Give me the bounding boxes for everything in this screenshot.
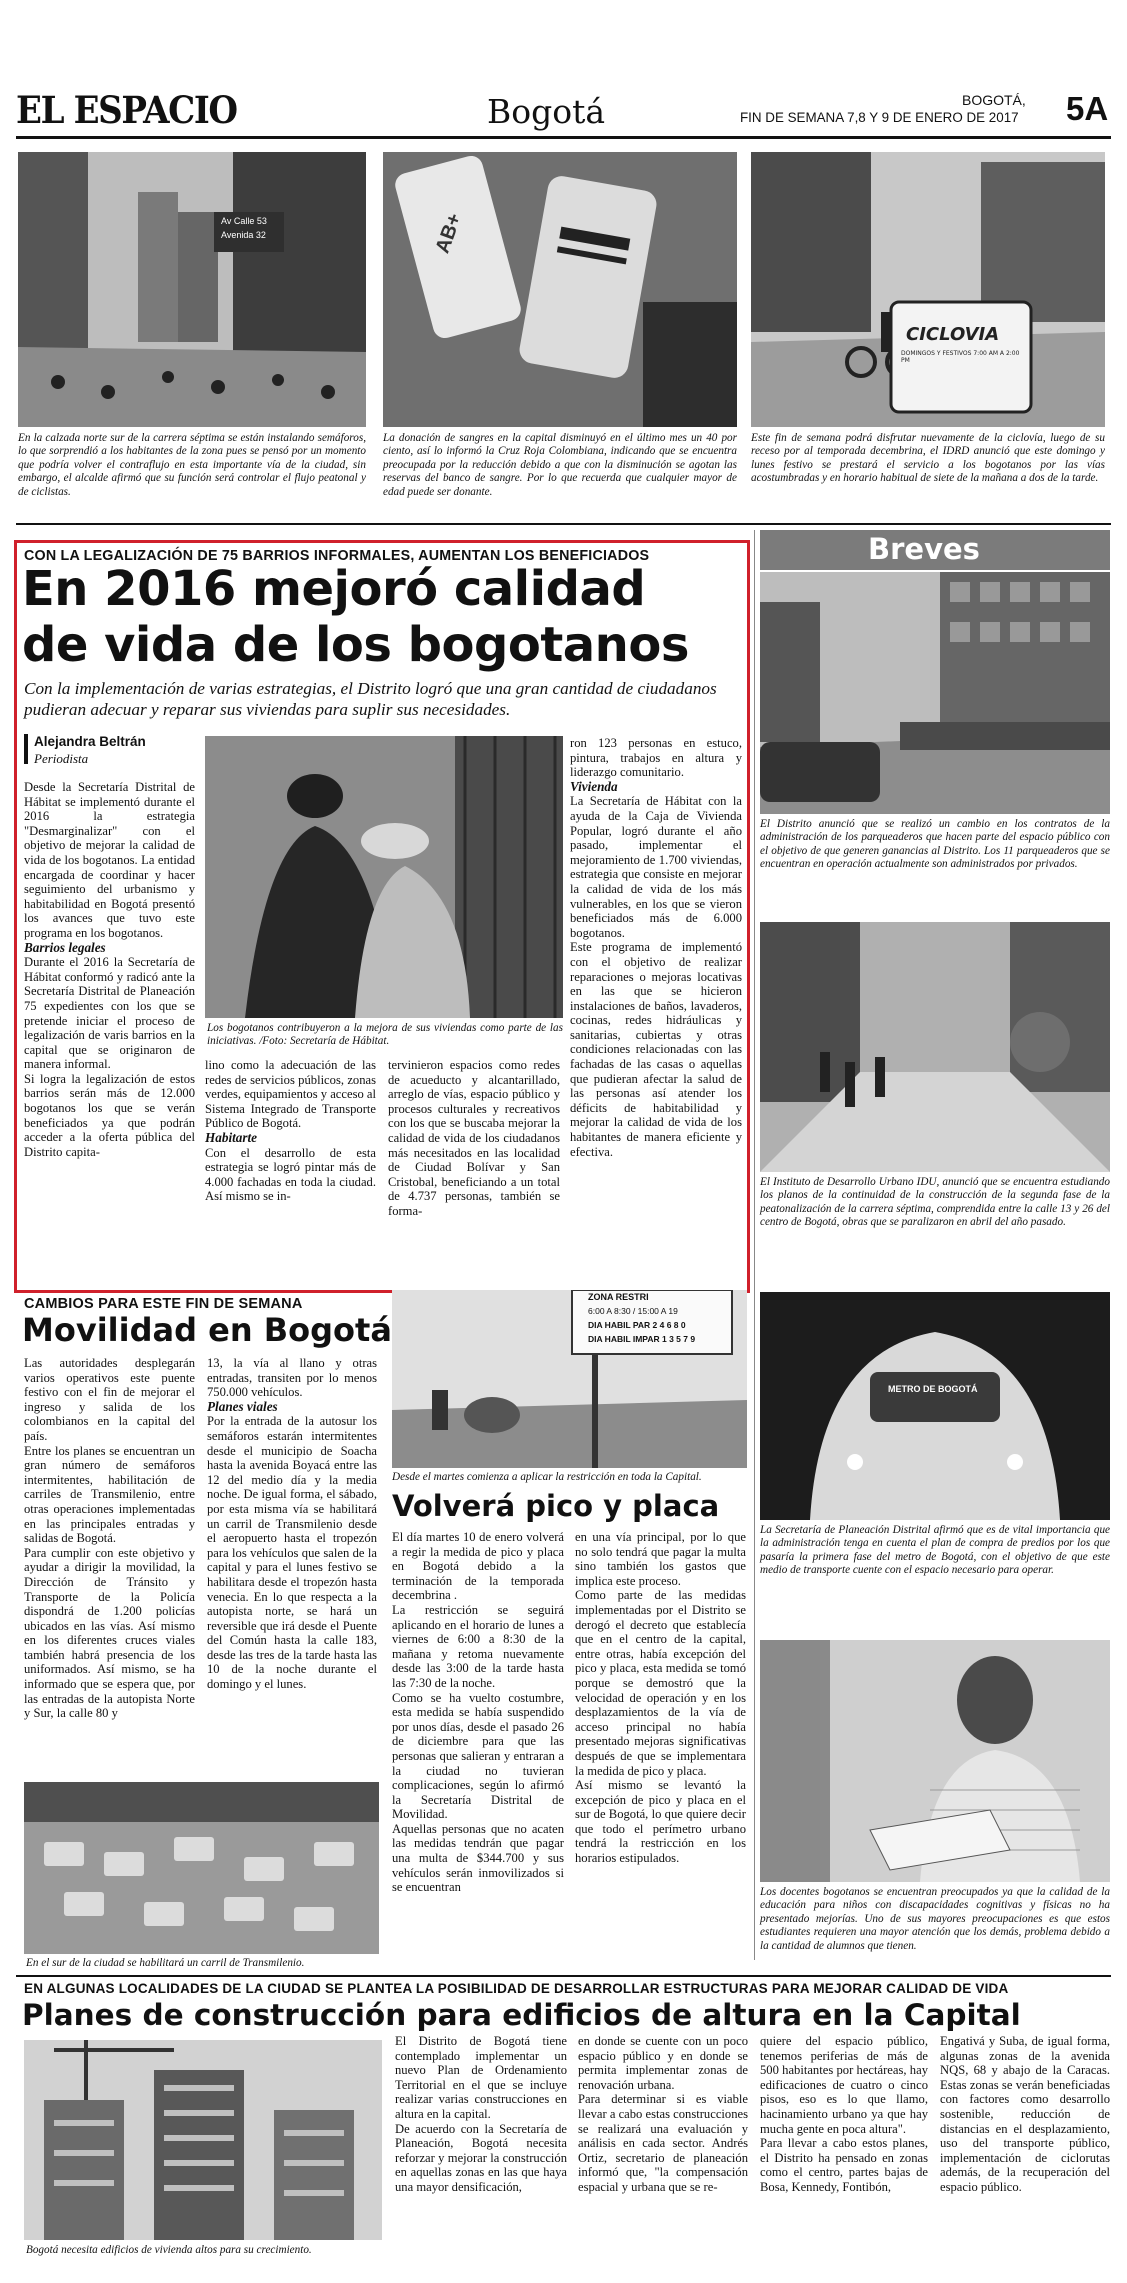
- movilidad-subhead: Planes viales: [207, 1398, 278, 1414]
- ciclovia-sign-sub: DOMINGOS Y FESTIVOS 7:00 AM A 2:00 PM: [901, 350, 1020, 364]
- lead-headline-2: de vida de los bogotanos: [22, 617, 689, 673]
- lead-col1b-paragraph: Durante el 2016 la Secretaría de Hábitat conformó y radicó ante la Secretaría Distrital de Planeación 75 expedientes con los que se pretende iniciar el proceso de legalización de varis barrios en la capital que se originaron de manera informal.: [24, 955, 195, 1072]
- breves-header: [760, 530, 1110, 570]
- caption-carrera-septima: En la calzada norte sur de la carrera séptima se están instalando semáforos, lo que sorprendió a los habitantes de la zona pues se pensó por un momento que podría volver el contraflujo en esta importante vía de la ciudad, sin embargo, el alcalde afirmó que su función será controlar el flujo peatonal y de ciclistas.: [18, 432, 366, 498]
- movilidad-col1c-paragraph: Para cumplir con este objetivo y ayudar a dirigir la movilidad, la Dirección de Tránsito y Transporte de la Policía dispondrá de 1.200 policías ubicados en las vías. Así mismo en los diferentes cruces viales también habrá presencia de los uniformados. Así mismo, se ha informado que se espera que, por las entradas de la autopista Norte y Sur, la calle 80 y: [24, 1545, 195, 1721]
- divider-bottom: [16, 1975, 1111, 1977]
- planes-kicker: EN ALGUNAS LOCALIDADES DE LA CIUDAD SE PLANTEA LA POSIBILIDAD DE DESARROLLAR ESTRUCTURAS PARA MEJORAR CALIDAD DE VIDA: [24, 1981, 1009, 1996]
- planes-column-4: [940, 2034, 1110, 2195]
- masthead-rule: [16, 136, 1111, 139]
- lead-col2b-paragraph: Con el desarrollo de esta estrategia se logró pintar más de 4.000 fachadas en toda la ciudad. Así mismo se in-: [205, 1145, 376, 1204]
- author-role: Periodista: [34, 751, 89, 766]
- planes-column-1: [395, 2034, 567, 2195]
- pico-col1c-paragraph: Como se ha vuelto costumbre, esta medida se había suspendido por unos días, desde el pasado 26 de diciembre para que las personas que salieran y entraran a la ciudad no tuvieran complicaciones, según lo afirmó la Secretaría Distrital de Movilidad.: [392, 1690, 564, 1822]
- planes-column-2: [578, 2034, 748, 2195]
- pico-sign-time: 6:00 A 8:30 / 15:00 A 19: [588, 1306, 678, 1316]
- caption-edificios: Bogotá necesita edificios de vivienda altos para su crecimiento.: [26, 2244, 312, 2256]
- photo-pico-placa: [392, 1290, 747, 1468]
- page-number: 5A: [1066, 90, 1109, 127]
- lead-col1-paragraph: Desde la Secretaría Distrital de Hábitat se implementó durante el 2016 la estrategia "Desmarginalizar" con el objetivo de mejorar la calidad de vida de los bogotanos. La entidad encargada de coordinar y hacer seguimiento del urbanismo y habitabilidad en Bogotá presentó los avances que tuvo este programa en los bogotanos.: [24, 780, 195, 940]
- photo-edificios: [24, 2040, 382, 2240]
- planes-col1b-paragraph: De acuerdo con la Secretaría de Planeación, Bogotá necesita reforzar y mejorar la construcción en aquellas zonas en las que haya una mayor densificación,: [395, 2121, 567, 2194]
- author-bar: [24, 734, 28, 764]
- photo-carrera-septima: [18, 152, 366, 427]
- caption-metro: La Secretaría de Planeación Distrital afirmó que es de vital importancia que la administración tenga en cuenta el plan de compra de predios por los que pasaría la primera fase del metro de Bogotá, con el objetivo de que este medio de transporte cuente con el espacio necesario para operar.: [760, 1524, 1110, 1577]
- lead-col4a-paragraph: ron 123 personas en estuco, pintura, trabajos en altura y liderazgo comunitario.: [570, 736, 742, 780]
- caption-peatonalizacion: El Instituto de Desarrollo Urbano IDU, anunció que se encuentra estudiando los planos de la continuidad de la construcción de la segunda fase de la peatonalización de la carrera séptima, comprendida entre la calle 13 y 26 del centro de Bogotá, obras que se paralizaron en abril del año pasado.: [760, 1176, 1110, 1229]
- planes-col4-paragraph: Engativá y Suba, de igual forma, algunas zonas de la avenida NQS, 68 y abajo de la Caracas. Estas zonas se verán beneficiadas con factores como desarrollo sostenible, reducción de distancias en el desplazamiento, uso del transporte público, implementación de ciclorutas además, de la recuperación del espacio público.: [940, 2034, 1110, 2194]
- pico-col1-paragraph: El día martes 10 de enero volverá a regir la medida de pico y placa en Bogotá debido a la terminación de la temporada decembrina .: [392, 1530, 564, 1603]
- photo-blood-donation: [383, 152, 737, 427]
- lead-col2-paragraph: lino como la adecuación de las redes de servicios públicos, zonas verdes, equipamientos y acceso al Sistema Integrado de Transporte Público de Bogotá.: [205, 1058, 376, 1131]
- planes-col3-paragraph: quiere del espacio público, tenemos periferias de más de 500 habitantes por hectáreas, hay edificaciones de cuatro o cinco pisos, eso es lo que llamo, hacinamiento urbano ya que hay mucha gente en poca altura".: [760, 2034, 928, 2136]
- planes-col3b-paragraph: Para llevar a cabo estos planes, el Distrito ha pensado en zonas como el centro, partes bajas de Bosa, Kennedy, Fontibón,: [760, 2136, 928, 2194]
- planes-col2b-paragraph: Para determinar si es viable llevar a cabo estas construcciones se realizará una evaluación y análisis en cada sector. Andrés Ortiz, secretario de planeación informó que, "la compensación espacial y urbana que se re-: [578, 2092, 748, 2194]
- caption-pico-placa: Desde el martes comienza a aplicar la restricción en toda la Capital.: [392, 1471, 702, 1483]
- lead-column-2: [205, 1058, 376, 1204]
- pico-col1d-paragraph: Aquellas personas que no acaten las medidas tendrán que pagar una multa de $344.700 y sus vehículos serán inmovilizados si se encuentran: [392, 1821, 564, 1895]
- photo-docentes: [760, 1640, 1110, 1882]
- pico-column-2: [575, 1530, 746, 1866]
- lead-headline-1: En 2016 mejoró calidad: [22, 561, 646, 617]
- lead-col1c-paragraph: Si logra la legalización de estos barrios serán más de 12.000 bogotanos los que se verán beneficiados ya que podrán acceder a la oferta pública del Distrito capita-: [24, 1071, 195, 1159]
- lead-col4-paragraph: La Secretaría de Hábitat con la ayuda de la Caja de Vivienda Popular, logró durante el año pasado, implementar el mejoramiento de 1.700 viviendas, estrategia que consiste en mejorar la calidad de vida de los más vulnerables, en los que se vieron beneficiados más de 6.000 bogotanos.: [570, 794, 742, 940]
- caption-docentes: Los docentes bogotanos se encuentran preocupados ya que la calidad de la educación para niños con discapacidades cognitivas y físicas no ha presentado mejorías. Uno de sus mayores preocupaciones es que estos estudiantes requieren una mayor atención que los demás, problema debido a la cantidad de alumnos que tienen.: [760, 1886, 1110, 1952]
- movilidad-col2b-paragraph: Por la entrada de la autosur los semáforos estarán intermitentes desde el municipio de Soacha hasta la avenida Boyacá entre las 12 del medio día y la media noche. De igual forma, el sábado, por esta misma vía se habilitará un carril de Transmilenio desde el aeropuerto hasta el tropezón para los vehículos que salen de la capital y para el lunes festivo se habilitara desde el tropezón hasta venecia. En lo que respecta a la autopista norte, se hará un reversible que irá desde el Puente del Común hasta la calle 183, desde las tres de la tarde hasta las 10 de la noche durante el domingo y el lunes.: [207, 1414, 377, 1692]
- caption-blood-donation: La donación de sangres en la capital disminuyó en el último mes un 40 por ciento, así lo informó la Cruz Roja Colombiana, indicando que se encuentra preocupada por la reducción debido a que con la disminución se agotan las reservas del banco de sangre. Por lo que recuerda que cualquier mayor de edad puede ser donante.: [383, 432, 737, 498]
- ciclovia-sign: CICLOVIA: [906, 324, 1000, 345]
- pico-col2b-paragraph: Como parte de las medidas implementadas por el Distrito se derogó el decreto que establecía que en el centro de la capital, entre otras, había excepción del pico y placa, esta medida se tomó porque se demostró que la velocidad de operación y en los desplazamientos de la vía de acceso principal no había presentado mejoras significativas después de que se implementara la medida de pico y placa.: [575, 1588, 746, 1778]
- divider-breves: [754, 530, 755, 1960]
- pico-col2c-paragraph: Así mismo se levantó la excepción de pico y placa en el sur de Bogotá, lo que quiere decir que todo el perímetro urbano tendrá la restricción en los horarios estipulados.: [575, 1778, 746, 1866]
- lead-subhead-habitarte: Habitarte: [205, 1129, 258, 1145]
- caption-ciclovia: Este fin de semana podrá disfrutar nuevamente de la ciclovía, luego de su receso por al temporada decembrina, el IDRD anunció que este domingo y lunes festivo se prestará el servicio a los bogotanos por las vías acostumbradas y en horario habitual de siete de la mañana a dos de la tarde.: [751, 432, 1105, 485]
- breves-title: Breves: [868, 532, 980, 566]
- caption-transmilenio: En el sur de la ciudad se habilitará un carril de Transmilenio.: [26, 1957, 305, 1969]
- metro-sign: METRO DE BOGOTÁ: [888, 1384, 978, 1394]
- lead-subhead-barrios: Barrios legales: [24, 939, 106, 955]
- movilidad-col2-paragraph: 13, la vía al llano y otras entradas, transiten por lo menos 750.000 vehículos.: [207, 1356, 377, 1400]
- masthead: [0, 0, 1127, 140]
- movilidad-col1b-paragraph: Entre los planes se encuentran un gran número de semáforos intermitentes, habilitación de carriles de Transmilenio, entre otras operaciones implementadas en las principales entradas y salidas de Bogotá.: [24, 1443, 195, 1546]
- movilidad-column-1: [24, 1356, 195, 1721]
- edition-city: BOGOTÁ,: [962, 92, 1026, 108]
- planes-col2-paragraph: en donde se cuente con un poco espacio público y en donde se permita implementar zonas de renovación urbana.: [578, 2034, 748, 2092]
- movilidad-kicker: CAMBIOS PARA ESTE FIN DE SEMANA: [24, 1296, 303, 1312]
- author-name: Alejandra Beltrán: [34, 734, 146, 749]
- photo-peatonalizacion: [760, 922, 1110, 1172]
- pico-sign-par: DIA HABIL PAR 2 4 6 8 0: [588, 1320, 686, 1330]
- lead-subhead-vivienda: Vivienda: [570, 778, 618, 794]
- movilidad-column-2: [207, 1356, 377, 1692]
- edition-date: FIN DE SEMANA 7,8 Y 9 DE ENERO DE 2017: [740, 110, 1019, 125]
- pico-sign-impar: DIA HABIL IMPAR 1 3 5 7 9: [588, 1334, 696, 1344]
- lead-deck: Con la implementación de varias estrategias, el Distrito logró que una gran cantidad de ciudadanos pudieran adecuar y reparar sus viviendas para suplir sus necesidades.: [24, 679, 717, 719]
- lead-col4b-paragraph: Este programa de implementó con el objetivo de realizar reparaciones o mejoras locativas en las que se hicieron instalaciones de baños, lavaderos, cocinas, redes hidráulicas y sanitarias, cubiertas y otras condiciones relacionadas con las fachadas de las casas o aquellas que pudieran afectar la salud de las personas así atender los déficits de habitabilidad y mejorar la calidad de vida de los habitantes de manera eficiente y efectiva.: [570, 940, 742, 1159]
- photo-metro: [760, 1292, 1110, 1520]
- lead-column-1: [24, 780, 195, 1159]
- movilidad-col1-paragraph: Las autoridades desplegarán varios operativos este puente festivo con el fin de mejorar el ingreso y salida de los colombianos en la capital del país.: [24, 1356, 195, 1443]
- pico-headline: Volverá pico y placa: [392, 1489, 720, 1523]
- brand-logo: EL ESPACIO: [16, 88, 237, 132]
- pico-column-1: [392, 1530, 564, 1895]
- street-sign-1: Av Calle 53: [221, 216, 267, 226]
- lead-col3-paragraph: tervinieron espacios como redes de acueducto y alcantarillado, arreglo de vías, espacio público y procesos culturales y recreativos con los que se buscaba mejorar la calidad de vida de los ciudadanos más necesitados en las localidad de Ciudad Bolívar y San Cristobal, beneficiando a un total de 4.737 personas, también se forma-: [388, 1058, 560, 1218]
- planes-col1-paragraph: El Distrito de Bogotá tiene contemplado implementar un nuevo Plan de Ordenamiento Territorial en el que se incluye realizar varias construcciones en altura en la capital.: [395, 2034, 567, 2121]
- caption-habitat-workers: Los bogotanos contribuyeron a la mejora de sus viviendas como parte de las iniciativas. /Foto: Secretaría de Hábitat.: [207, 1022, 563, 1048]
- street-sign-2: Avenida 32: [221, 230, 266, 240]
- pico-col2-paragraph: en una vía principal, por lo que no solo tendrá que pagar la multa sino también los gastos que implica este proceso.: [575, 1530, 746, 1588]
- movilidad-headline: Movilidad en Bogotá: [22, 1311, 392, 1349]
- pico-sign-title: ZONA RESTRI: [588, 1292, 649, 1302]
- photo-transmilenio: [24, 1782, 379, 1954]
- photo-ciclovia: [751, 152, 1105, 427]
- photo-parqueaderos: [760, 572, 1110, 814]
- caption-parqueaderos: El Distrito anunció que se realizó un cambio en los contratos de la administración de los parqueaderos que hacen parte del espacio público con el objetivo de que generen ganancias al Distrito. Los 11 parqueaderos que se encuentran en operación actualmente son administrados por privados.: [760, 818, 1110, 871]
- section-name: Bogotá: [487, 92, 606, 131]
- lead-column-3: [388, 1058, 560, 1219]
- planes-column-3: [760, 2034, 928, 2195]
- photo-habitat-workers: [205, 736, 563, 1018]
- lead-column-4: [570, 736, 742, 1159]
- lead-kicker: CON LA LEGALIZACIÓN DE 75 BARRIOS INFORMALES, AUMENTAN LOS BENEFICIADOS: [24, 548, 650, 564]
- divider-top: [16, 523, 1111, 525]
- planes-headline: Planes de construcción para edificios de altura en la Capital: [22, 1998, 1021, 2032]
- blood-label: AB+: [431, 210, 467, 257]
- pico-col1b-paragraph: La restricción se seguirá aplicando en el horario de lunes a viernes de 6:00 a 8:30 de la mañana y retoma nuevamente desde las 3:00 de la tarde hasta las 7:30 de la noche.: [392, 1602, 564, 1690]
